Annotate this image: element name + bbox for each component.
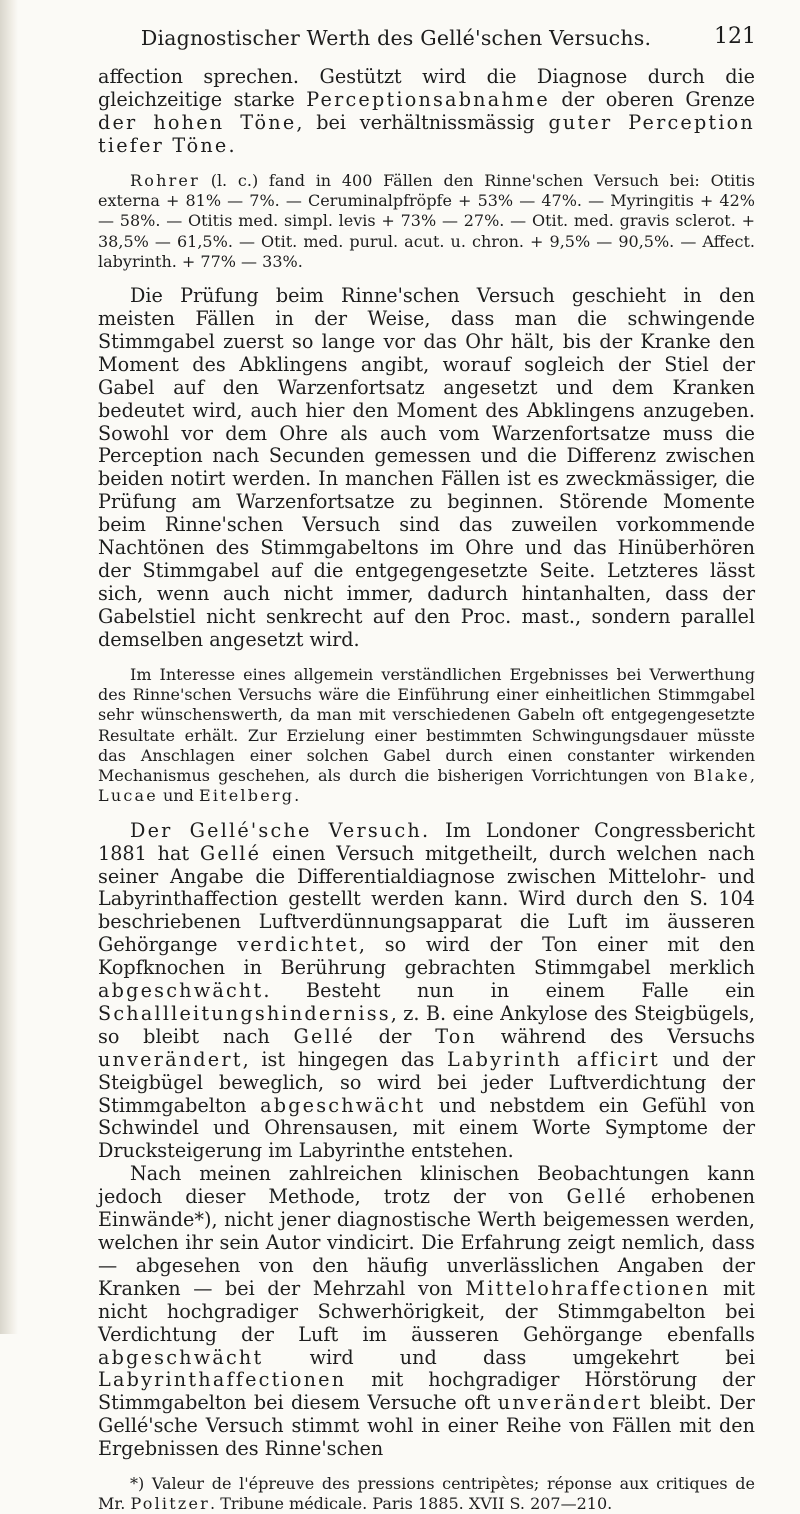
author-gelle: Gellé bbox=[566, 1185, 628, 1209]
body-text bbox=[98, 66, 755, 1514]
footnote bbox=[98, 1474, 755, 1514]
text-run: . Besteht nun in einem Falle ein bbox=[263, 979, 755, 1003]
text-run: der oberen Grenze bbox=[549, 87, 756, 111]
author-rohrer: Rohrer bbox=[130, 170, 200, 190]
emphasis-unveraendert: unverändert bbox=[98, 1047, 243, 1071]
text-run: einen Versuch mitgetheilt, durch welchen nach seiner Angabe die Differentialdiagnose zwischen Mittelohr- und Labyrinthaffection gestellt werden kann. Wird durch den S. 104 beschriebenen Luftverdünnungsapparat die Luft im äusseren Gehörgange bbox=[98, 841, 755, 957]
footnote-text: *) Valeur de l'épreuve des pressions centripètes; réponse aux critiques de Mr. bbox=[98, 1474, 755, 1514]
emphasis-tiefer-toene: guter Perception tiefer Töne bbox=[98, 110, 755, 157]
author-politzer: Politzer bbox=[130, 1494, 211, 1514]
text-run: und nebstdem ein Gefühl von Schwindel und Ohrensausen, mit einem Worte Symptome der Drucksteigerung im Labyrinthe entstehen. bbox=[98, 1093, 755, 1163]
text-run: . bbox=[228, 133, 235, 157]
text-run: und bbox=[157, 786, 199, 806]
running-head: Diagnostischer Werth des Gellé'schen Versuchs. bbox=[140, 26, 652, 50]
binding-shadow bbox=[0, 0, 18, 1334]
emphasis-schallleitungshinderniss: Schallleitungshinderniss bbox=[98, 1001, 391, 1025]
text-run: , so wird der Ton einer mit den Kopfknochen in Berührung gebrachten Stimmgabel merklich bbox=[98, 933, 755, 980]
paragraph-rinne-diagnosis bbox=[98, 66, 755, 158]
text-run: und der Steigbügel beweglich, so wird bei jeder Luftverdichtung der Stimmgabelton bbox=[98, 1047, 755, 1117]
emphasis-abgeschwaecht: abgeschwächt bbox=[98, 979, 264, 1003]
text-run: während des Versuchs bbox=[477, 1024, 755, 1048]
text-run: Im Londoner Congressbericht 1881 hat bbox=[98, 818, 755, 865]
text-run: , bbox=[749, 766, 755, 786]
text-run: Im Interesse eines allgemein verständlichen Ergebnisses bei Verwerthung des Rinne'schen Versuchs wäre die Einführung einer einheitlichen Stimmgabel sehr wünschenswerth, da man mit verschiedenen Gabeln oft entgegengesetzte Resultate erhält. Zur Erzielung einer bestimmten Schwingungsdauer müsste das Anschlagen einer solchen Gabel durch einen constanter wirkenden Mechanismus geschehen, als durch die bisherigen Vorrichtungen von bbox=[98, 664, 755, 786]
author-gelle: Gellé bbox=[293, 1024, 355, 1048]
text-run: Nach meinen zahlreichen klinischen Beobachtungen kann jedoch dieser Methode, trotz der von bbox=[98, 1162, 755, 1209]
text-run: (l. c.) fand in 400 Fällen den Rinne'schen Versuch bei: Otitis externa + 81% — 7%. — Ceruminalpfröpfe + 53% — 47%. — Myringitis + 42% — 58%. — Otitis med. simpl. levis + 73% — 27%. — Otit. med. gravis sclerot. + 38,5% — 61,5%. — Otit. med. purul. acut. u. chron. + 9,5% — 90,5%. — Affect. labyrinth. + 77% — 33%. bbox=[98, 170, 755, 271]
text-run: bleibt. Der Gellé'sche Versuch stimmt wohl in einer Reihe von Fällen mit den Ergebnissen des Rinne'schen bbox=[98, 1391, 755, 1461]
section-heading-gelle: Der Gellé'sche Versuch. bbox=[130, 818, 431, 842]
paragraph-rohrer-statistics bbox=[98, 171, 755, 272]
text-run: wird und dass umgekehrt bei bbox=[263, 1345, 755, 1369]
paragraph-tuning-fork-standard bbox=[98, 665, 755, 807]
emphasis-abgeschwaecht: abgeschwächt bbox=[98, 1345, 264, 1369]
emphasis-hohen-toene: der hohen Töne bbox=[98, 110, 297, 134]
author-lucae: Lucae bbox=[98, 786, 158, 806]
text-run: , ist hingegen das bbox=[242, 1047, 448, 1071]
emphasis-perceptionsabnahme: Perceptionsabnahme bbox=[306, 87, 550, 111]
emphasis-unveraendert: unverändert bbox=[497, 1391, 643, 1415]
emphasis-abgeschwaecht: abgeschwächt bbox=[260, 1093, 426, 1117]
text-run: der bbox=[354, 1024, 436, 1048]
text-run: mit hochgradiger Hörstörung der Stimmgabelton bei diesem Versuche oft bbox=[98, 1368, 755, 1415]
paragraph-rinne-procedure: Die Prüfung beim Rinne'schen Versuch geschieht in den meisten Fällen in der Weise, dass man die schwingende Stimmgabel zuerst so lange vor das Ohr hält, bis der Kranke den Moment des Abklingens angibt, worauf sogleich der Stiel der Gabel auf den Warzenfortsatz angesetzt und dem Kranken bedeutet wird, auch hier den Moment des Abklingens anzugeben. Sowohl vor dem Ohre als auch vom Warzenfortsatze muss die Perception nach Secunden gemessen und die Differenz zwischen beiden notirt werden. In manchen Fällen ist es zweckmässiger, die Prüfung am Warzenfortsatze zu beginnen. Störende Momente beim Rinne'schen Versuch sind das zuweilen vorkommende Nachtönen des Stimmgabeltons im Ohre und das Hinüberhören der Stimmgabel auf die entgegengesetzte Seite. Letzteres lässt sich, wenn auch nicht immer, dadurch hintanhalten, dass der Gabelstiel nicht senkrecht auf den Proc. mast., sondern parallel demselben angesetzt wird. bbox=[98, 284, 755, 651]
emphasis-ton: Ton bbox=[435, 1024, 478, 1048]
author-eitelberg: Eitelberg bbox=[198, 786, 295, 806]
paragraph-critique bbox=[98, 1163, 755, 1461]
paragraph-gelle-test bbox=[98, 820, 755, 1164]
page-number: 121 bbox=[714, 24, 756, 49]
footnote-text: . Tribune médicale. Paris 1885. XVII S. 207—210. bbox=[210, 1494, 613, 1514]
page-header bbox=[96, 20, 756, 56]
text-run: erhobenen Einwände*), nicht jener diagnostische Werth beigemessen werden, welchen ihr sein Autor vindicirt. Die Erfahrung zeigt nemlich, dass — abgesehen von den häufig unverlässlichen Angaben der Kranken — bei der Mehrzahl von bbox=[98, 1185, 755, 1300]
author-gelle: Gellé bbox=[199, 841, 262, 865]
text-run: mit nicht hochgradiger Schwerhörigkeit, der Stimmgabelton bei Verdichtung der Luft im äusseren Gehörgange ebenfalls bbox=[98, 1276, 755, 1346]
text-run: affection sprechen. Gestützt wird die Diagnose durch die gleichzeitige starke bbox=[98, 65, 755, 111]
text-run: , z. B. eine Ankylose des Steigbügels, so bleibt nach bbox=[98, 1001, 755, 1048]
emphasis-verdichtet: verdichtet bbox=[237, 933, 359, 957]
author-blake: Blake bbox=[693, 766, 750, 786]
text-run: . bbox=[294, 786, 300, 806]
emphasis-labyrinthaffectionen: Labyrinthaffectionen bbox=[98, 1368, 347, 1392]
emphasis-mittelohraffectionen: Mittelohraffectionen bbox=[465, 1276, 711, 1300]
emphasis-labyrinth-afficirt: Labyrinth afficirt bbox=[447, 1047, 660, 1071]
text-run: , bei verhältnissmässig bbox=[296, 110, 549, 134]
